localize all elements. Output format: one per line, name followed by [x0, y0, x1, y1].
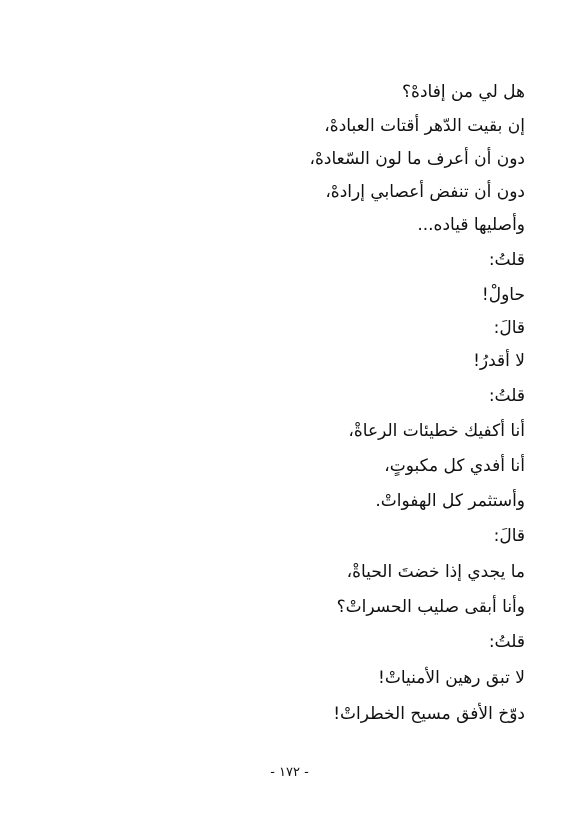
poem-line: دوّخ الأفق مسيح الخطراتْ! [333, 704, 525, 724]
poem-line: وأنا أبقى صليب الحسراتْ؟ [336, 597, 525, 617]
poem-line: ما يجدي إذا خضتَ الحياةْ، [346, 562, 525, 582]
page-number: - ١٧٢ - [270, 765, 309, 780]
poem-line: قلتُ: [488, 386, 525, 406]
poem-line: قالَ: [493, 526, 525, 546]
poem-line: قالَ: [493, 318, 525, 338]
poem-line: دون أن تنفض أعصابي إرادهْ، [325, 182, 525, 202]
poem-line: دون أن أعرف ما لون السّعادهْ، [309, 149, 525, 169]
poem-line: لا تبق رهين الأمنياتْ! [378, 668, 525, 688]
poem-line: وأصليها قياده... [417, 215, 525, 235]
poem-line: وأستثمر كل الهفواتْ. [375, 491, 525, 511]
poem-line: هل لي من إفادهْ؟ [402, 82, 525, 102]
poem-line: لا أقدرُ! [473, 351, 525, 371]
poem-line: أنا أكفيك خطيئات الرعاةْ، [348, 421, 525, 441]
poem-line: قلتُ: [488, 632, 525, 652]
poem-line: قلتُ: [488, 250, 525, 270]
poem-line: أنا أفدي كل مكبوتٍ، [384, 456, 525, 476]
poem-line: حاولْ! [481, 285, 525, 305]
poem-line: إن بقيت الدّهر أقتات العبادهْ، [324, 116, 525, 136]
